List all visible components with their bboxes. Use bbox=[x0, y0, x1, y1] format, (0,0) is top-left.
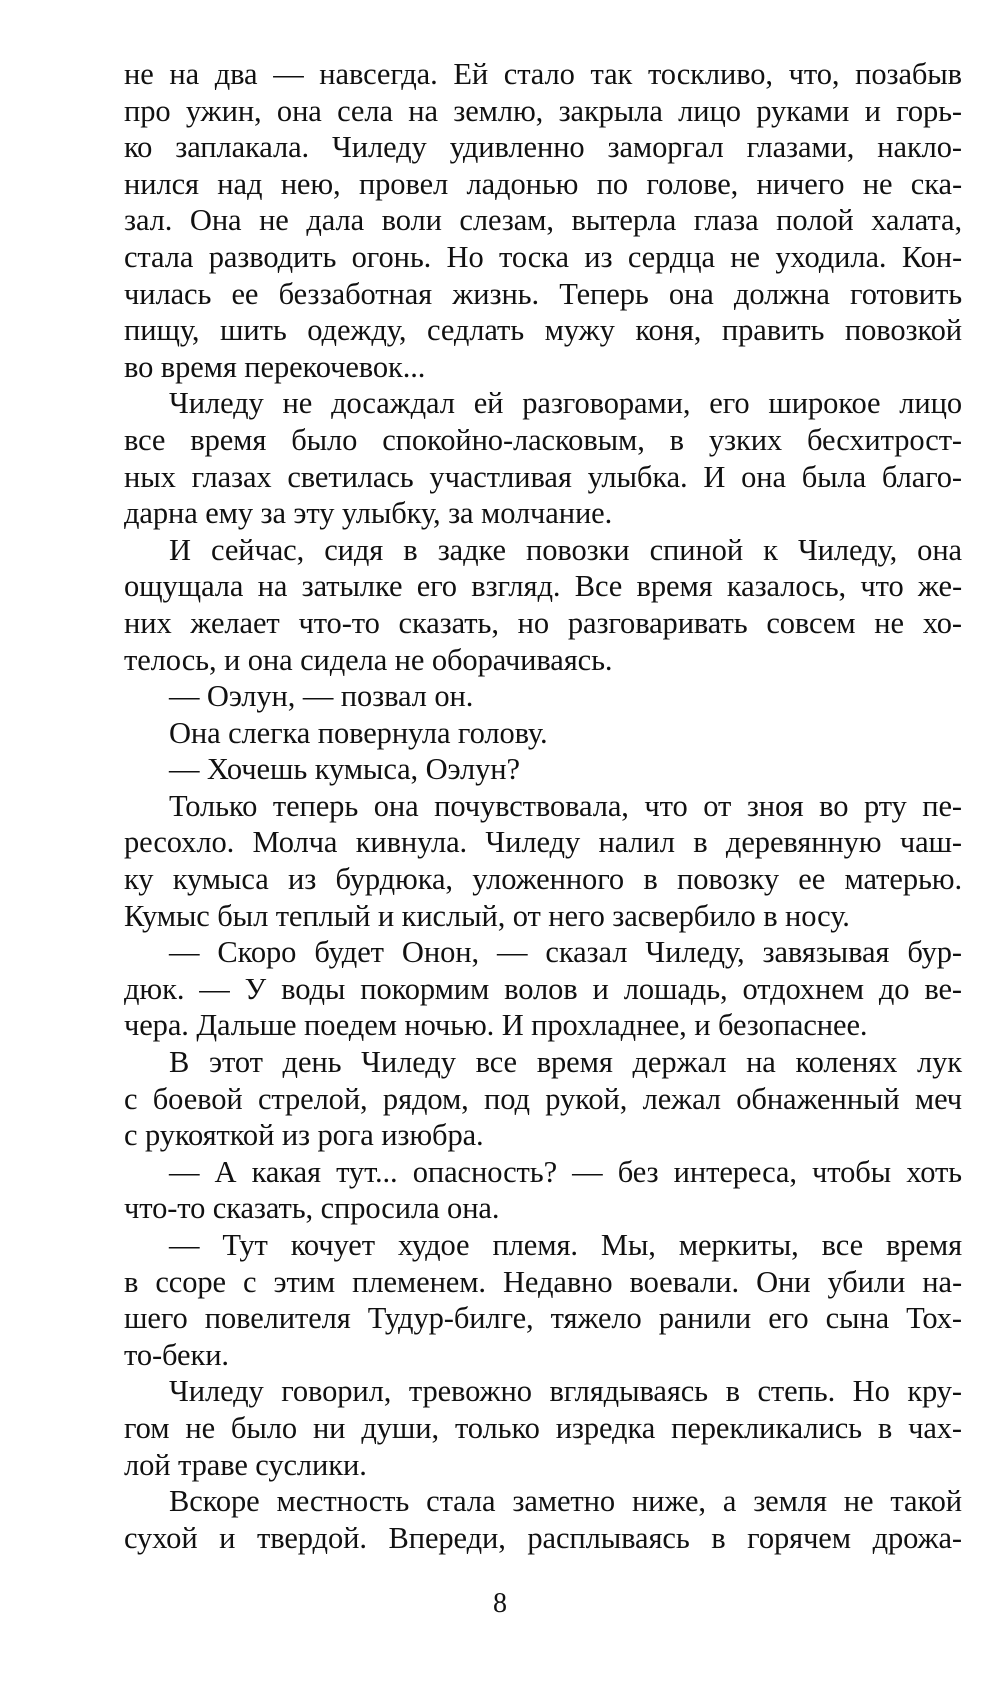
text-line: ко заплакала. Чиледу удивленно заморгал глазами, накло- bbox=[124, 130, 962, 165]
text-line: Чиледу не досаждал ей разговорами, его широкое лицо bbox=[169, 386, 962, 421]
body-text bbox=[124, 56, 962, 1556]
text-line: чера. Дальше поедем ночью. И прохладнее, и безопаснее. bbox=[124, 1008, 868, 1043]
text-line: Она слегка повернула голову. bbox=[169, 715, 548, 750]
text-line: Только теперь она почувствовала, что от зноя во рту пе- bbox=[169, 788, 962, 823]
text-line: все время было спокойно-ласковым, в узких бесхитрост- bbox=[124, 422, 962, 457]
text-line: сухой и твердой. Впереди, расплываясь в горячем дрожа- bbox=[124, 1520, 962, 1555]
text-line: — Тут кочует худое племя. Мы, меркиты, все время bbox=[169, 1228, 962, 1262]
text-line: них желает что-то сказать, но разговаривать совсем не хо- bbox=[124, 605, 962, 640]
text-line: дарна ему за эту улыбку, за молчание. bbox=[124, 496, 613, 531]
text-line: лой траве суслики. bbox=[124, 1447, 367, 1482]
text-line: Вскоре местность стала заметно ниже, а земля не такой bbox=[169, 1484, 962, 1519]
text-line: — Скоро будет Онон, — сказал Чиледу, завязывая бур- bbox=[169, 935, 962, 970]
text-line: то-беки. bbox=[124, 1337, 229, 1372]
text-line: — Хочешь кумыса, Оэлун? bbox=[169, 752, 520, 787]
text-line: во время перекочевок... bbox=[124, 349, 426, 384]
text-line: пищу, шить одежду, седлать мужу коня, править повозкой bbox=[124, 313, 962, 348]
text-line: гом не было ни души, только изредка перекликались в чах- bbox=[124, 1410, 962, 1445]
text-line: ных глазах светилась участливая улыбка. И она была благо- bbox=[124, 459, 962, 494]
text-line: ощущала на затылке его взгляд. Все время казалось, что же- bbox=[124, 569, 962, 604]
text-line: телось, и она сидела не оборачиваясь. bbox=[124, 642, 613, 677]
text-line: не на два — навсегда. Ей стало так тоскливо, что, позабыв bbox=[124, 57, 962, 91]
text-line: зал. Она не дала воли слезам, вытерла глаза полой халата, bbox=[124, 203, 962, 238]
text-line: про ужин, она села на землю, закрыла лицо руками и горь- bbox=[124, 93, 962, 128]
text-line: стала разводить огонь. Но тоска из сердца не уходила. Кон- bbox=[124, 239, 962, 274]
text-line: — А какая тут... опасность? — без интереса, чтобы хоть bbox=[169, 1154, 962, 1189]
text-line: нился над нею, провел ладонью по голове, ничего не ска- bbox=[124, 166, 962, 201]
text-line: И сейчас, сидя в задке повозки спиной к Чиледу, она bbox=[169, 532, 962, 567]
text-line: что-то сказать, спросила она. bbox=[124, 1191, 500, 1226]
text-line: ку кумыса из бурдюка, уложенного в повозку ее матерью. bbox=[124, 862, 962, 897]
text-line: В этот день Чиледу все время держал на коленях лук bbox=[169, 1045, 962, 1080]
text-line: с боевой стрелой, рядом, под рукой, лежал обнаженный меч bbox=[124, 1081, 962, 1116]
text-line: чилась ее беззаботная жизнь. Теперь она должна готовить bbox=[124, 276, 962, 311]
text-line: с рукояткой из рога изюбра. bbox=[124, 1118, 484, 1153]
text-line: ресохло. Молча кивнула. Чиледу налил в деревянную чаш- bbox=[124, 825, 962, 860]
text-line: в ссоре с этим племенем. Недавно воевали. Они убили на- bbox=[124, 1264, 962, 1299]
text-line: дюк. — У воды покормим волов и лошадь, отдохнем до ве- bbox=[124, 971, 962, 1006]
text-line: Чиледу говорил, тревожно вглядываясь в степь. Но кру- bbox=[169, 1374, 962, 1409]
text-line: — Оэлун, — позвал он. bbox=[169, 679, 474, 714]
page-number: 8 bbox=[493, 1588, 507, 1619]
text-line: шего повелителя Тудур-билге, тяжело ранили его сына Тох- bbox=[124, 1301, 962, 1336]
text-line: Кумыс был теплый и кислый, от него засвербило в носу. bbox=[124, 898, 850, 933]
